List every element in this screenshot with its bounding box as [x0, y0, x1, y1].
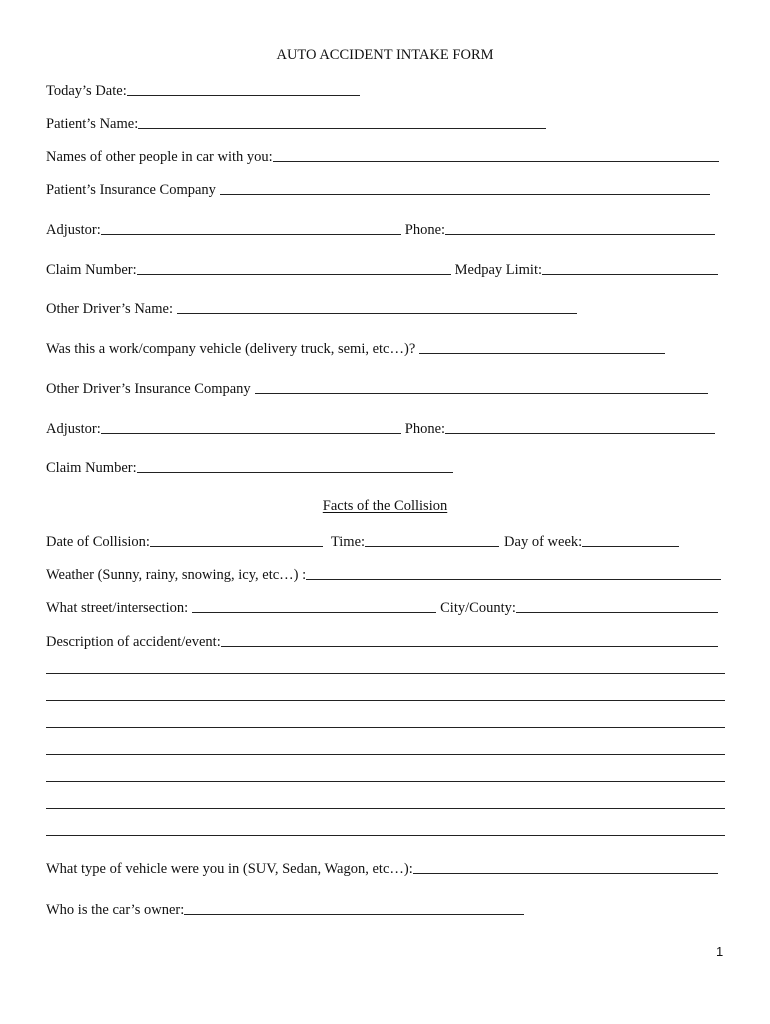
claim-number-field-1[interactable] [137, 274, 451, 275]
description-line-1[interactable] [46, 673, 725, 674]
todays-date-label: Today’s Date: [46, 83, 127, 99]
date-of-collision-field[interactable] [150, 546, 323, 547]
vehicle-type-label: What type of vehicle were you in (SUV, Sedan, Wagon, etc…): [46, 861, 413, 877]
description-field[interactable] [221, 646, 718, 647]
patients-name-label: Patient’s Name: [46, 116, 139, 132]
collision-date-row [46, 531, 726, 551]
phone-label-2: Phone: [404, 421, 446, 437]
claim-number-field-2[interactable] [137, 472, 453, 473]
other-driver-name-field[interactable] [177, 313, 577, 314]
other-people-row [46, 146, 719, 166]
claim-number-label-1: Claim Number: [46, 262, 137, 278]
description-line-7[interactable] [46, 835, 725, 836]
patient-insurance-row [46, 179, 710, 199]
other-driver-insurance-label: Other Driver’s Insurance Company [46, 381, 251, 397]
description-line-4[interactable] [46, 754, 725, 755]
description-row [46, 631, 718, 651]
todays-date-row [46, 80, 726, 100]
description-line-2[interactable] [46, 700, 725, 701]
city-county-field[interactable] [516, 612, 718, 613]
day-of-week-label: Day of week: [504, 534, 583, 550]
other-people-field[interactable] [273, 161, 719, 162]
weather-row [46, 564, 721, 584]
patients-name-row [46, 113, 726, 133]
time-field[interactable] [365, 546, 499, 547]
other-driver-insurance-row [46, 378, 708, 398]
car-owner-label: Who is the car’s owner: [46, 902, 185, 918]
patient-insurance-field[interactable] [220, 194, 710, 195]
todays-date-field[interactable] [127, 95, 360, 96]
patient-insurance-label: Patient’s Insurance Company [46, 182, 216, 198]
phone-field-2[interactable] [445, 433, 715, 434]
work-vehicle-label: Was this a work/company vehicle (delivery truck, semi, etc…)? [46, 341, 416, 357]
adjustor-field-2[interactable] [101, 433, 401, 434]
other-people-label: Names of other people in car with you: [46, 149, 273, 165]
description-line-5[interactable] [46, 781, 725, 782]
adjustor-label-1: Adjustor: [46, 222, 101, 238]
claim-medpay-row [46, 259, 718, 279]
vehicle-type-field[interactable] [413, 873, 718, 874]
street-label: What street/intersection: [46, 600, 189, 616]
date-of-collision-label: Date of Collision: [46, 534, 150, 550]
adjustor-phone-row-1 [46, 219, 715, 239]
car-owner-row [46, 899, 726, 919]
description-line-3[interactable] [46, 727, 725, 728]
day-of-week-field[interactable] [582, 546, 679, 547]
city-county-label: City/County: [440, 600, 516, 616]
description-line-6[interactable] [46, 808, 725, 809]
patients-name-field[interactable] [138, 128, 546, 129]
adjustor-phone-row-2 [46, 418, 715, 438]
other-driver-insurance-field[interactable] [255, 393, 708, 394]
adjustor-field-1[interactable] [101, 234, 401, 235]
vehicle-type-row [46, 858, 718, 878]
claim-number-row-2 [46, 457, 726, 477]
work-vehicle-field[interactable] [419, 353, 665, 354]
page-number: 1 [716, 944, 724, 959]
phone-label-1: Phone: [404, 222, 446, 238]
collision-section-heading: Facts of the Collision [322, 498, 448, 514]
form-title: AUTO ACCIDENT INTAKE FORM [276, 47, 494, 63]
car-owner-field[interactable] [184, 914, 524, 915]
adjustor-label-2: Adjustor: [46, 421, 101, 437]
street-city-row [46, 597, 718, 617]
medpay-limit-label: Medpay Limit: [454, 262, 543, 278]
other-driver-name-label: Other Driver’s Name: [46, 301, 173, 317]
description-label: Description of accident/event: [46, 634, 221, 650]
medpay-limit-field[interactable] [542, 274, 718, 275]
work-vehicle-row [46, 338, 726, 358]
weather-label: Weather (Sunny, rainy, snowing, icy, etc…) : [46, 567, 307, 583]
phone-field-1[interactable] [445, 234, 715, 235]
claim-number-label-2: Claim Number: [46, 460, 137, 476]
other-driver-name-row [46, 298, 726, 318]
weather-field[interactable] [306, 579, 721, 580]
street-field[interactable] [192, 612, 436, 613]
time-label: Time: [330, 534, 366, 550]
